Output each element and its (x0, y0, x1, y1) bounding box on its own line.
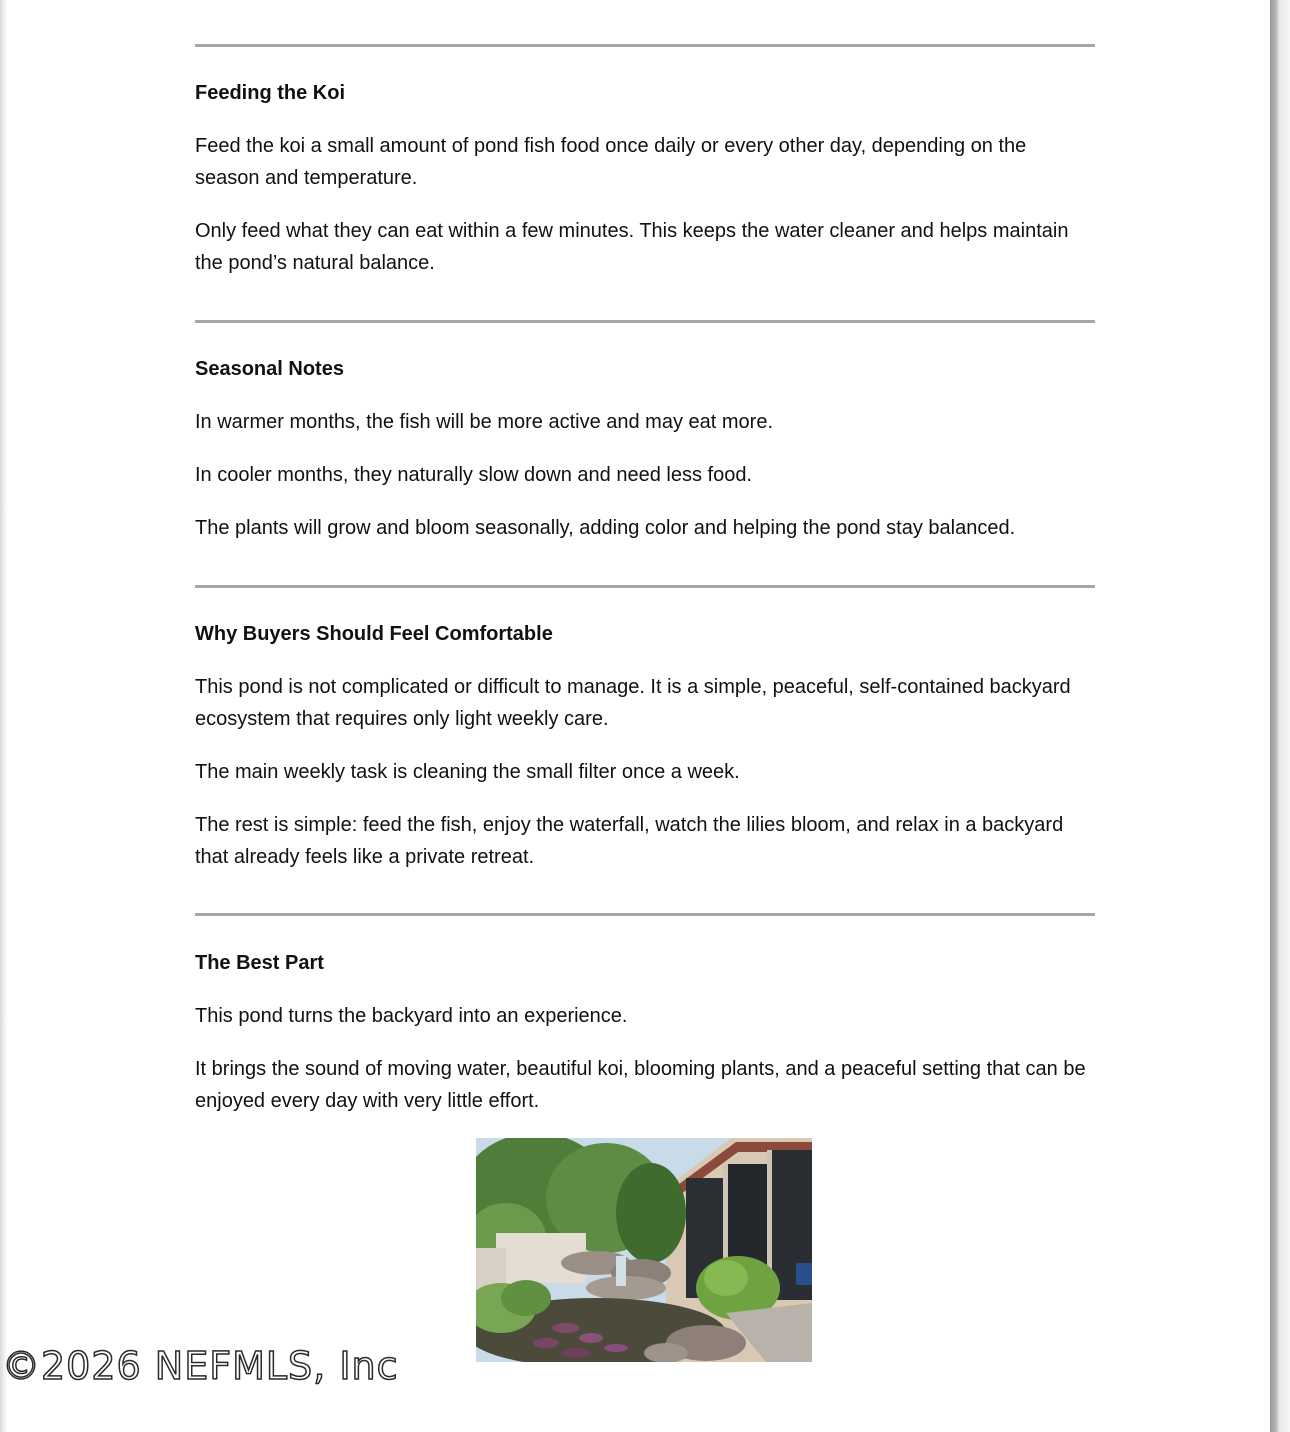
section-the-best-part (195, 950, 1095, 1117)
paragraph: It brings the sound of moving water, beautiful koi, blooming plants, and a peaceful setting that can be enjoyed every day with very little effort. (195, 1058, 1086, 1112)
page-edge-right (1270, 0, 1290, 1432)
paragraph: In warmer months, the fish will be more active and may eat more. (195, 411, 774, 433)
paragraph: Feed the koi a small amount of pond fish food once daily or every other day, depending on the season and temperature. (195, 135, 1027, 189)
paragraph: The rest is simple: feed the fish, enjoy the waterfall, watch the lilies bloom, and relax in a backyard that already feels like a private retreat. (195, 814, 1064, 868)
paragraph: Only feed what they can eat within a few minutes. This keeps the water cleaner and helps maintain the pond’s natural balance. (195, 220, 1069, 274)
pond-photo-illustration (476, 1138, 812, 1362)
section-why-buyers-comfortable (195, 621, 1095, 873)
section-divider (195, 44, 1095, 47)
paragraph: In cooler months, they naturally slow down and need less food. (195, 464, 752, 486)
section-heading: Feeding the Koi (195, 82, 345, 104)
page-edge-left (0, 0, 8, 1432)
paragraph: This pond turns the backyard into an experience. (195, 1005, 628, 1027)
section-seasonal-notes (195, 356, 1095, 544)
section-heading: Seasonal Notes (195, 358, 344, 380)
pond-photo (476, 1138, 812, 1362)
section-heading: Why Buyers Should Feel Comfortable (195, 623, 553, 645)
paragraph: The plants will grow and bloom seasonally, adding color and helping the pond stay balanced. (195, 517, 1016, 539)
section-feeding-the-koi (195, 80, 1095, 279)
section-divider (195, 585, 1095, 588)
paragraph: The main weekly task is cleaning the small filter once a week. (195, 761, 740, 783)
section-divider (195, 320, 1095, 323)
section-divider (195, 913, 1095, 916)
paragraph: This pond is not complicated or difficult to manage. It is a simple, peaceful, self-contained backyard ecosystem that requires only light weekly care. (195, 676, 1071, 730)
copyright-watermark: ©2026 NEFMLS, Inc (2, 1344, 399, 1388)
section-heading: The Best Part (195, 952, 324, 974)
